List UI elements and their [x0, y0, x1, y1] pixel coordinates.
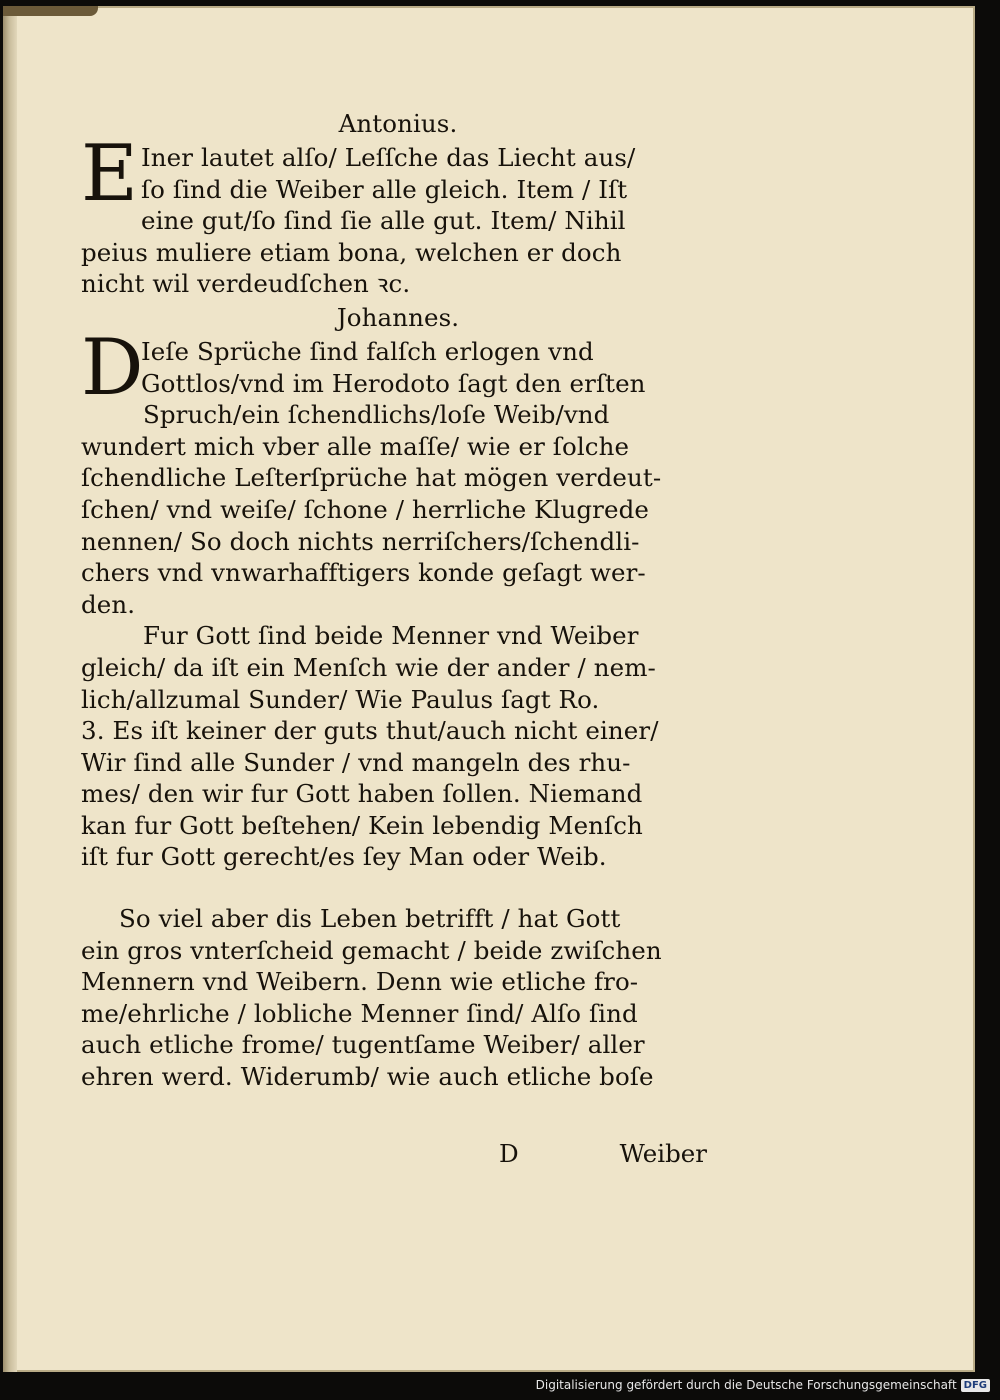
text-line: Fur Gott ſind beide Menner vnd Weiber	[143, 621, 639, 651]
text-line: Ieſe Sprüche ſind falſch erlogen vnd	[141, 336, 594, 366]
text-line: Spruch/ein ſchendlichs/loſe Weib/vnd	[143, 400, 610, 430]
footer-credit	[536, 1378, 990, 1392]
paragraph-so-viel	[81, 903, 715, 1093]
text-line: chers vnd vnwarhafftigers konde geſagt wer-	[81, 558, 646, 588]
text-line: nicht wil verdeudſchen ꝛc.	[81, 269, 411, 299]
text-line: peius muliere etiam bona, welchen er doch	[81, 237, 622, 267]
paragraph-antonius	[81, 129, 715, 300]
text-line: iſt fur Gott gerecht/es ſey Man oder Weib.	[81, 842, 607, 872]
footer-text: Digitalisierung gefördert durch die Deutsche Forschungsgemeinschaft	[535, 1378, 957, 1392]
heading-johannes: Johannes.	[336, 302, 460, 332]
dfg-logo-icon: DFG	[961, 1379, 990, 1392]
paragraph-fur-gott	[81, 620, 715, 873]
text-line: Mennern vnd Weibern. Denn wie etliche fro-	[81, 967, 639, 997]
drop-initial-d: D	[81, 322, 144, 413]
catchword: Weiber	[619, 1139, 707, 1168]
text-line: So viel aber dis Leben betrifft / hat Gott	[119, 904, 621, 934]
paragraph-gap	[81, 873, 715, 903]
text-line: ehren werd. Widerumb/ wie auch etliche boſe	[81, 1062, 654, 1092]
text-line: kan fur Gott beſtehen/ Kein lebendig Menſch	[81, 810, 643, 840]
text-line: Gottlos/vnd im Herodoto ſagt den erſten	[141, 368, 646, 398]
paragraph-johannes	[81, 322, 715, 620]
page-binding-edge	[3, 6, 17, 1372]
text-line: nennen/ So doch nichts nerriſchers/ſchendli-	[81, 526, 640, 556]
book-page	[3, 6, 975, 1372]
text-line: ſchen/ vnd weiſe/ ſchone / herrliche Klugrede	[81, 494, 649, 524]
heading-antonius: Antonius.	[338, 109, 458, 138]
text-line: auch etliche frome/ tugentſame Weiber/ aller	[81, 1030, 645, 1060]
text-line: mes/ den wir fur Gott haben ſollen. Niemand	[81, 779, 643, 809]
text-line: Iner lautet alſo/ Leſſche das Liecht aus/	[141, 143, 636, 172]
page-text	[81, 106, 715, 1093]
text-line: gleich/ da iſt ein Menſch wie der ander / nem-	[81, 652, 656, 682]
text-line: me/ehrliche / lobliche Menner ſind/ Alſo ſind	[81, 998, 638, 1028]
text-line: Wir ſind alle Sunder / vnd mangeln des rhu-	[81, 747, 631, 777]
text-line: eine gut/ſo ſind ſie alle gut. Item/ Nihil	[141, 206, 626, 236]
text-line: den.	[81, 589, 136, 619]
text-line: wundert mich vber alle maſſe/ wie er ſolche	[81, 431, 630, 461]
text-line: 3. Es iſt keiner der guts thut/auch nicht einer/	[81, 716, 659, 746]
signature-mark: D	[499, 1139, 519, 1168]
text-line: ſo ſind die Weiber alle gleich. Item / Iſt	[141, 174, 628, 204]
text-line: ſchendliche Leſterſprüche hat mögen verdeut-	[81, 463, 662, 493]
text-line: lich/allzumal Sunder/ Wie Paulus ſagt Ro.	[81, 684, 600, 714]
text-line: ein gros vnterſcheid gemacht / beide zwiſchen	[81, 935, 662, 965]
page-corner-fold	[3, 6, 98, 16]
drop-initial-e: E	[81, 129, 139, 219]
